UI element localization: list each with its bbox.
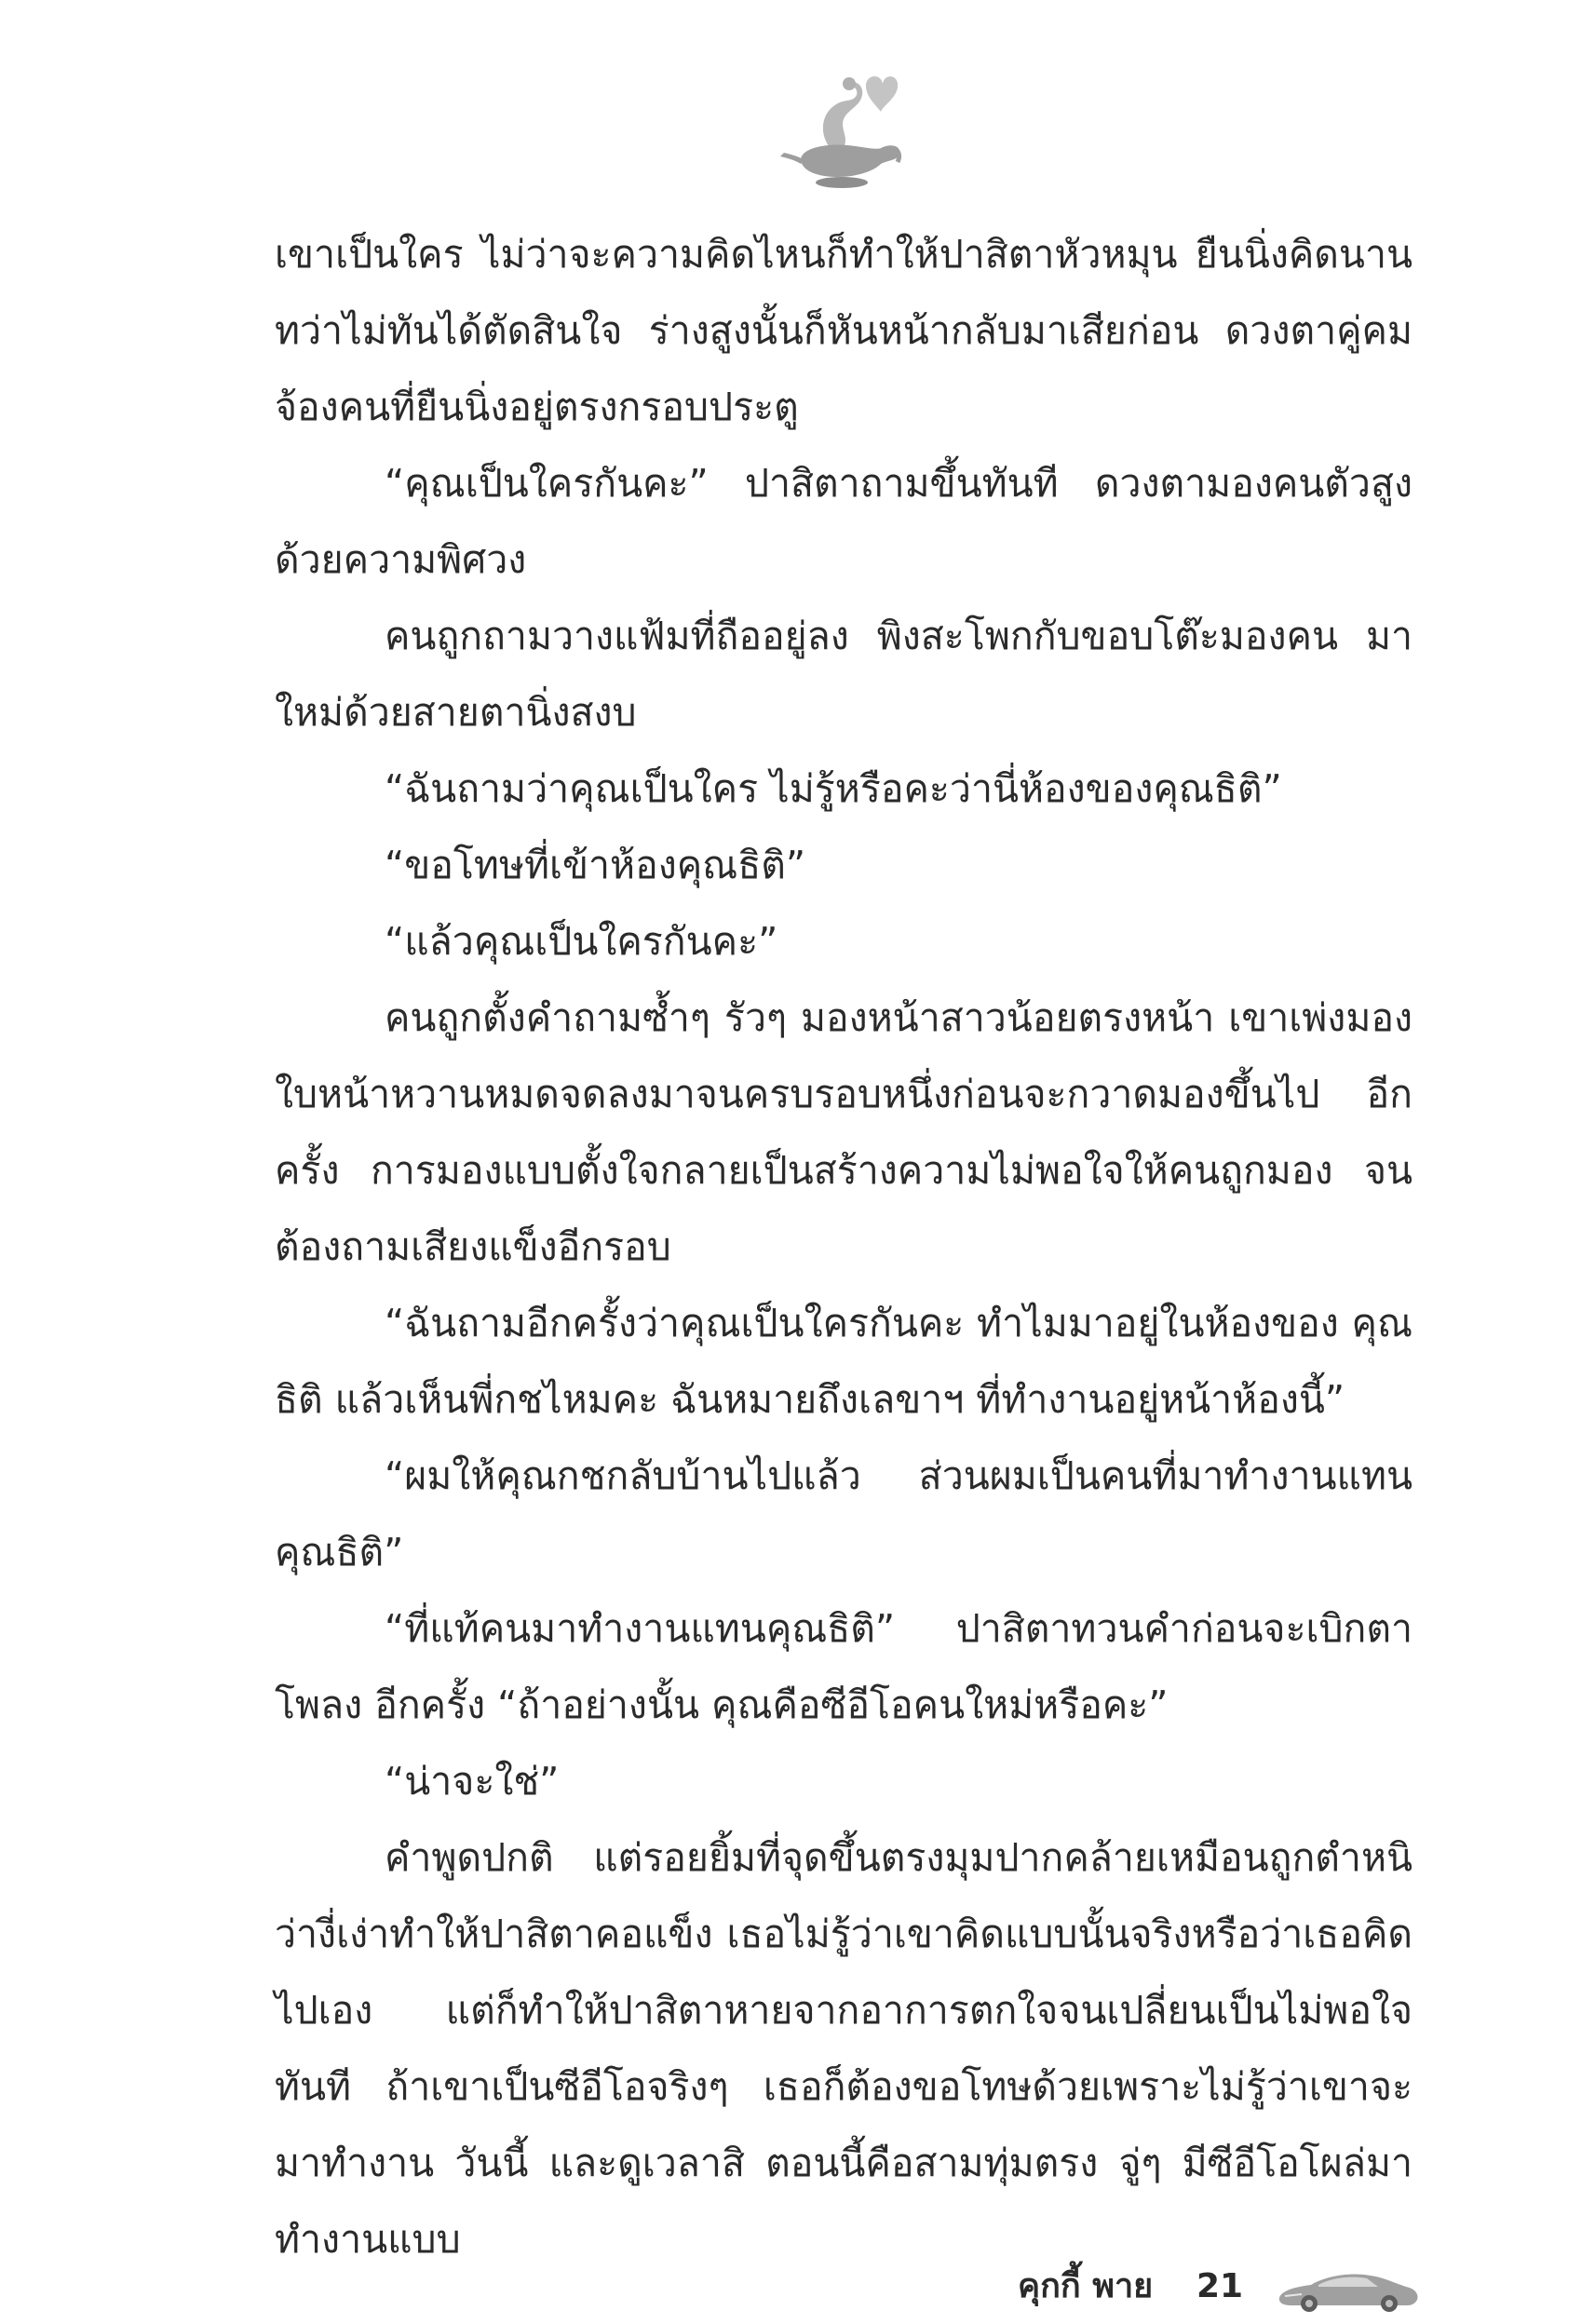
paragraph: “คุณเป็นใครกันคะ” ปาสิตาถามขึ้นทันที ดวงตามองคนตัวสูง ด้วยความพิศวง — [275, 461, 1413, 582]
paragraph: คนถูกถามวางแฟ้มที่ถืออยู่ลง พิงสะโพกกับขอบโต๊ะมองคน มาใหม่ด้วยสายตานิ่งสงบ — [275, 614, 1413, 735]
paragraph: “แล้วคุณเป็นใครกันคะ” — [385, 919, 778, 964]
paragraph: “ที่แท้คนมาทำงานแทนคุณธิติ” ปาสิตาทวนคำก่อนจะเบิกตาโพลง อีกครั้ง “ถ้าอย่างนั้น คุณคือซีอีโอคนใหม่หรือคะ” — [275, 1606, 1413, 1727]
paragraph: “น่าจะใช่” — [385, 1759, 560, 1804]
page-number: 21 — [1196, 2267, 1244, 2305]
paragraph: “ผมให้คุณกชกลับบ้านไปแล้ว ส่วนผมเป็นคนที่มาทำงานแทน คุณธิติ” — [275, 1453, 1413, 1574]
genie-lamp-icon — [764, 58, 912, 197]
body-text — [275, 216, 1413, 2277]
paragraph: “ขอโทษที่เข้าห้องคุณธิติ” — [385, 843, 806, 887]
sports-car-icon — [1274, 2263, 1423, 2315]
paragraph: คำพูดปกติ แต่รอยยิ้มที่จุดขึ้นตรงมุมปากคล้ายเหมือนถูกตำหนิ ว่างี่เง่าทำให้ปาสิตาคอแข็ง เธอไม่รู้ว่าเขาคิดแบบนั้นจริงหรือว่าเธอคิด ไปเอง แต่ก็ทำให้ปาสิตาหายจากอาการตกใจจนเปลี่ยนเป็นไม่พอใจทันที ถ้าเขาเป็นซีอีโอจริงๆ เธอก็ต้องขอโทษด้วยเพราะไม่รู้ว่าเขาจะมาทำงาน วันนี้ และดูเวลาสิ ตอนนี้คือสามทุ่มตรง จู่ๆ มีซีอีโอโผล่มาทำงานแบบ — [275, 1835, 1413, 2262]
paragraph: “ฉันถามว่าคุณเป็นใคร ไม่รู้หรือคะว่านี่ห้องของคุณธิติ” — [385, 766, 1282, 811]
paragraph: “ฉันถามอีกครั้งว่าคุณเป็นใครกันคะ ทำไมมาอยู่ในห้องของ คุณธิติ แล้วเห็นพี่กชไหมคะ ฉันหมายถึงเลขาฯ ที่ทำงานอยู่หน้าห้องนี้” — [275, 1301, 1413, 1422]
paragraph: เขาเป็นใคร ไม่ว่าจะความคิดไหนก็ทำให้ปาสิตาหัวหมุน ยืนนิ่งคิดนาน ทว่าไม่ทันได้ตัดสินใจ ร่างสูงนั้นก็หันหน้ากลับมาเสียก่อน ดวงตาคู่คม จ้องคนที่ยืนนิ่งอยู่ตรงกรอบประตู — [275, 232, 1413, 429]
book-title: คุกกี้ พาย — [1018, 2267, 1154, 2305]
paragraph: คนถูกตั้งคำถามซ้ำๆ รัวๆ มองหน้าสาวน้อยตรงหน้า เขาเพ่งมอง ใบหน้าหวานหมดจดลงมาจนครบรอบหนึ่งก่อนจะกวาดมองขึ้นไป อีกครั้ง การมองแบบตั้งใจกลายเป็นสร้างความไม่พอใจให้คนถูกมอง จนต้องถามเสียงแข็งอีกรอบ — [275, 995, 1413, 1269]
